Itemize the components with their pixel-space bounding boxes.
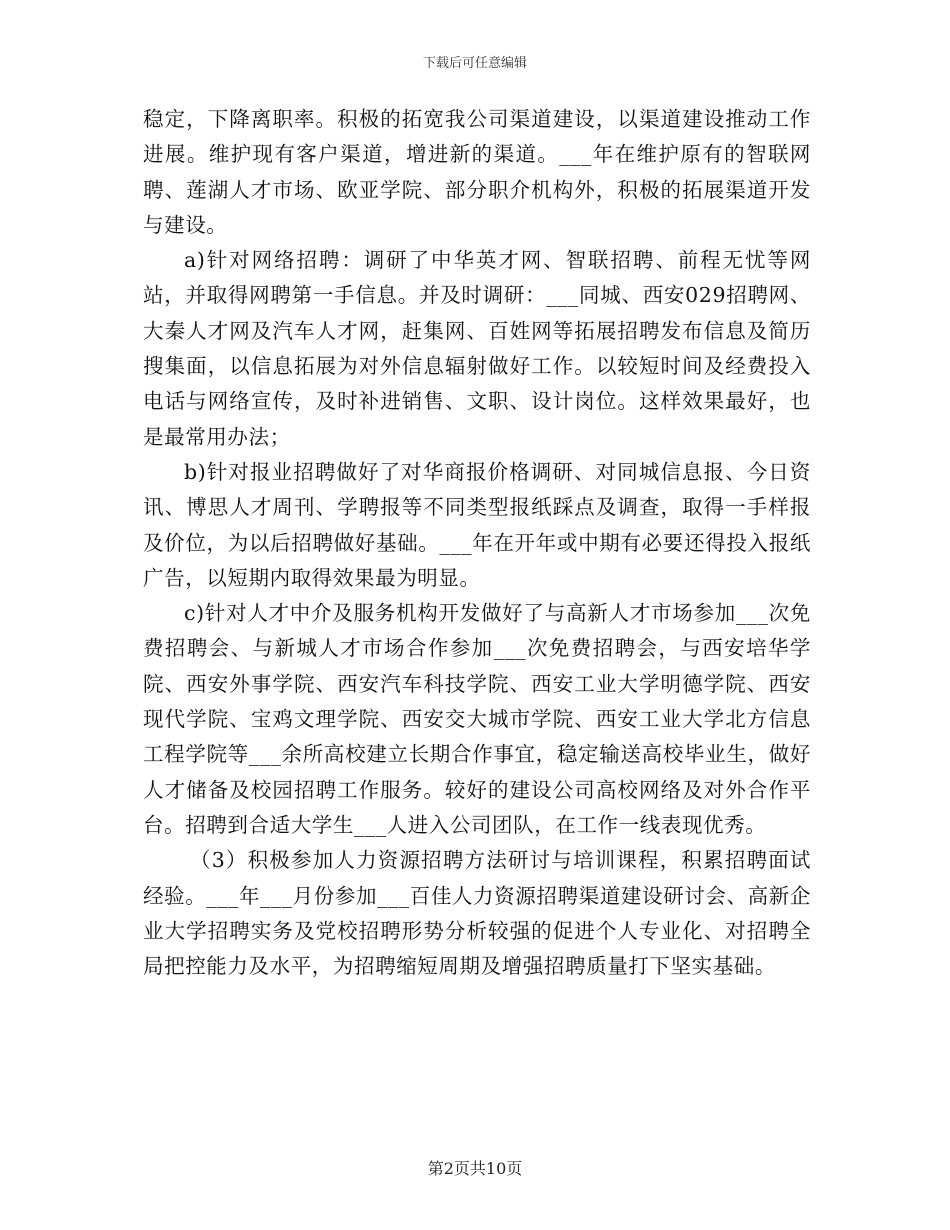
paragraph-agency-recruitment: c)针对人才中介及服务机构开发做好了与高新人才市场参加___次免费招聘会、与新城人才市场合作参加___次免费招聘会，与西安培华学院、西安外事学院、西安汽车科技学院、西安工业大学明德学院、西安现代学院、宝鸡文理学院、西安交大城市学院、西安工业大学北方信息工程学院等___余所高校建立长期合作事宜，稳定输送高校毕业生，做好人才储备及校园招聘工作服务。较好的建设公司高校网络及对外合作平台。招聘到合适大学生___人进入公司团队，在工作一线表现优秀。	[143, 601, 811, 837]
paragraph-online-recruitment: a)针对网络招聘：调研了中华英才网、智联招聘、前程无忧等网站，并取得网聘第一手信息。并及时调研：___同城、西安029招聘网、大秦人才网及汽车人才网，赶集网、百姓网等拓展招聘发布信息及简历搜集面，以信息拓展为对外信息辐射做好工作。以较短时间及经费投入电话与网络宣传，及时补进销售、文职、设计岗位。这样效果最好，也是最常用办法；	[143, 248, 811, 449]
page-footer: 第2页共10页	[427, 1159, 523, 1178]
paragraph-newspaper-recruitment: b)针对报业招聘做好了对华商报价格调研、对同城信息报、今日资讯、博思人才周刊、学聘报等不同类型报纸踩点及调查，取得一手样报及价位，为以后招聘做好基础。___年在开年或中期有必要还得投入报纸广告，以短期内取得效果最为明显。	[143, 459, 811, 590]
page-header: 下载后可任意编辑	[422, 56, 527, 71]
document-body	[143, 102, 811, 984]
paragraph-continuation: 稳定，下降离职率。积极的拓宽我公司渠道建设，以渠道建设推动工作进展。维护现有客户渠道，增进新的渠道。___年在维护原有的智联网聘、莲湖人才市场、欧亚学院、部分职介机构外，积极的拓展渠道开发与建设。	[143, 107, 811, 237]
paragraph-training-seminars: （3）积极参加人力资源招聘方法研讨与培训课程，积累招聘面试经验。___年___月份参加___百佳人力资源招聘渠道建设研讨会、高新企业大学招聘实务及党校招聘形势分析较强的促进个人专业化、对招聘全局把控能力及水平，为招聘缩短周期及增强招聘质量打下坚实基础。	[143, 848, 811, 979]
